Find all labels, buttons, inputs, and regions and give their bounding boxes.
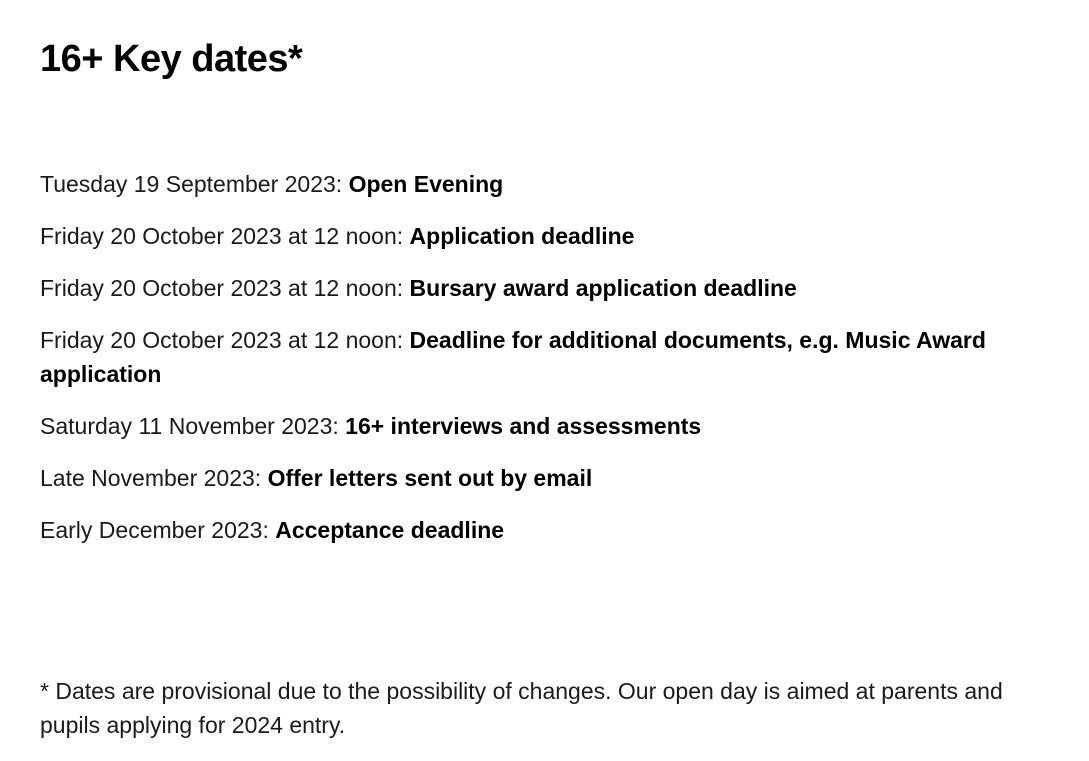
date-item-interviews [40, 409, 1040, 443]
date-event: Offer letters sent out by email [267, 465, 593, 491]
date-item-bursary-deadline [40, 271, 1040, 305]
date-when: Late November 2023: [40, 465, 268, 491]
date-item-application-deadline [40, 219, 1040, 253]
key-dates-list [40, 167, 1040, 565]
date-item-additional-documents-deadline [40, 323, 1040, 391]
date-when: Friday 20 October 2023 at 12 noon: [40, 275, 410, 301]
date-when: Tuesday 19 September 2023: [40, 171, 349, 197]
date-event: Deadline for additional documents, e.g. Music Award application [40, 327, 986, 387]
date-when: Friday 20 October 2023 at 12 noon: [40, 327, 410, 353]
date-when: Friday 20 October 2023 at 12 noon: [40, 223, 410, 249]
date-item-open-evening [40, 167, 1040, 201]
footnote: * Dates are provisional due to the possibility of changes. Our open day is aimed at parents and pupils applying for 2024 entry. [40, 678, 1003, 738]
date-item-acceptance-deadline [40, 513, 1040, 547]
page-title: 16+ Key dates* [40, 38, 303, 80]
date-event: Bursary award application deadline [409, 275, 797, 301]
date-event: Application deadline [409, 223, 635, 249]
date-item-offer-letters [40, 461, 1040, 495]
key-dates-document [40, 0, 1049, 761]
date-when: Early December 2023: [40, 517, 276, 543]
date-event: 16+ interviews and assessments [345, 413, 702, 439]
date-when: Saturday 11 November 2023: [40, 413, 346, 439]
date-event: Open Evening [348, 171, 504, 197]
date-event: Acceptance deadline [275, 517, 505, 543]
